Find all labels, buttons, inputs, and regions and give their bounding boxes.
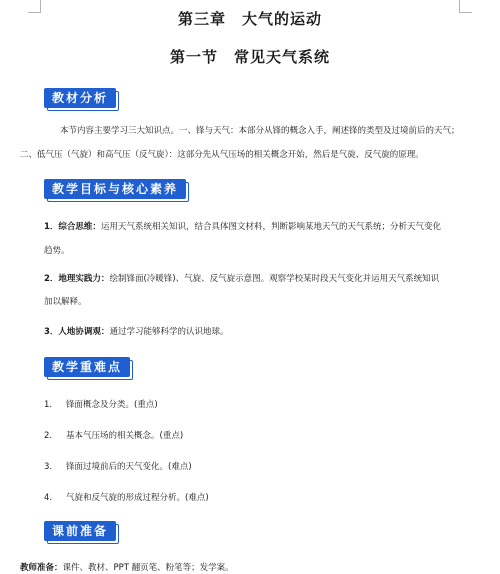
key-point-num: 2. (44, 431, 53, 441)
key-point-text: 基本气压场的相关概念。(重点) (66, 431, 184, 441)
key-point-item (44, 492, 209, 504)
goal-term: 人地协调观： (58, 327, 110, 337)
key-point-text: 气旋和反气旋的形成过程分析。(难点) (66, 493, 209, 503)
key-point-text: 锋面概念及分类。(重点) (66, 400, 158, 410)
goal-item-1 (44, 221, 441, 233)
prep-text: 课件、教材、PPT 翻页笔、粉笔等；发学案。 (62, 563, 234, 573)
goal-item-2 (44, 273, 439, 285)
key-point-item (44, 399, 158, 411)
goal-text: 运用天气系统相关知识，结合具体图文材料，判断影响某地天气的天气系统；分析天气变化 (100, 222, 441, 232)
goal-item-1-cont: 趋势。 (44, 246, 70, 256)
key-point-item (44, 461, 192, 473)
goal-num: 2． (44, 274, 59, 284)
goal-num: 1． (44, 222, 59, 232)
goal-text: 通过学习能够科学的认识地球。 (109, 327, 229, 337)
key-point-num: 4. (44, 493, 53, 503)
textbook-analysis-line-1: 本节内容主要学习三大知识点。一、锋与天气：本部分从锋的概念入手，阐述锋的类型及过境前后的天气； (60, 126, 460, 136)
key-point-num: 3. (44, 462, 53, 472)
section-title: 第一节 常见天气系统 (169, 48, 330, 66)
key-point-num: 1. (44, 400, 53, 410)
textbook-analysis-line-2: 二、低气压（气旋）和高气压（反气旋）：这部分先从气压场的相关概念开始，然后是气旋、反气旋的原理。 (20, 150, 424, 160)
goal-term: 地理实践力： (58, 274, 110, 284)
goal-item-2-cont: 加以解释。 (44, 297, 87, 307)
goals-label: 教学目标与核心素养 (44, 179, 186, 199)
prep-label: 课前准备 (44, 521, 116, 541)
textbook-analysis-label: 教材分析 (44, 88, 116, 108)
key-points-label: 教学重难点 (44, 357, 130, 377)
key-point-text: 锋面过境前后的天气变化。(难点) (66, 462, 192, 472)
chapter-title: 第三章 大气的运动 (177, 10, 322, 28)
prep-line (20, 562, 234, 574)
goal-term: 综合思维： (58, 222, 101, 232)
key-point-item (44, 430, 183, 442)
goal-num: 3． (44, 327, 59, 337)
prep-term: 教师准备： (20, 563, 63, 573)
goal-text: 绘制锋面(冷暖锋)、气旋、反气旋示意图。观察学校某时段天气变化并运用天气系统知识 (109, 274, 440, 284)
goal-item-3 (44, 326, 228, 338)
